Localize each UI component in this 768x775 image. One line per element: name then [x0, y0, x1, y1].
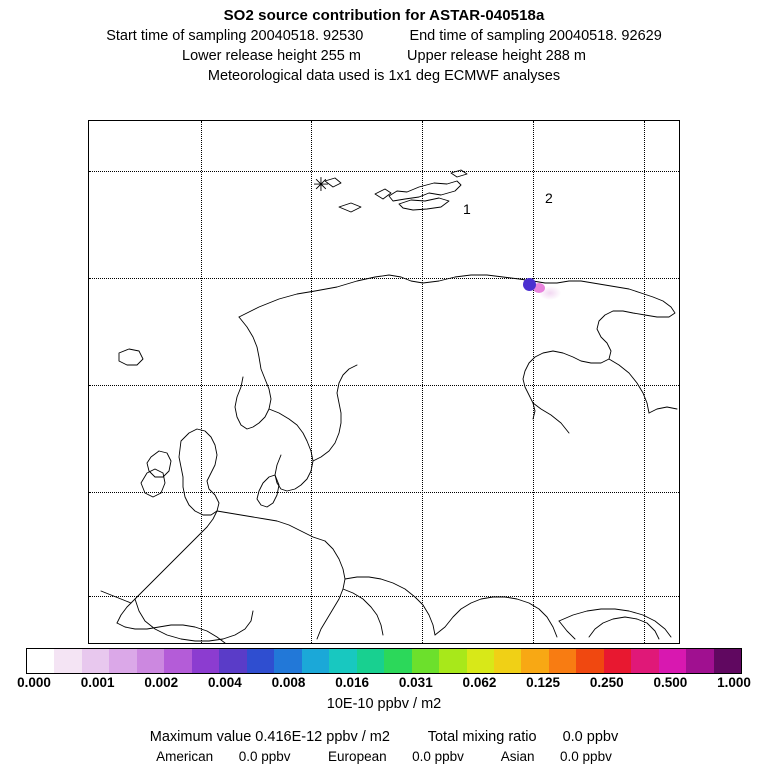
colorbar-segment-16	[467, 649, 494, 673]
colorbar-segment-21	[604, 649, 631, 673]
colorbar-segment-10	[302, 649, 329, 673]
colorbar	[17, 648, 751, 690]
release-heights-line	[0, 48, 768, 64]
colorbar-segment-8	[247, 649, 274, 673]
colorbar-segment-22	[631, 649, 658, 673]
colorbar-segment-0	[27, 649, 54, 673]
upper-release-height-label: Upper release height 288 m	[407, 48, 586, 64]
colorbar-segment-12	[357, 649, 384, 673]
asian-value: 0.0 ppbv	[560, 749, 612, 764]
colorbar-segment-4	[137, 649, 164, 673]
footer-summary-row	[0, 729, 768, 745]
map-label-2: 2	[545, 190, 553, 206]
map-plot-area[interactable]	[88, 120, 680, 644]
colorbar-segment-20	[576, 649, 603, 673]
lower-release-height-label: Lower release height 255 m	[182, 48, 361, 64]
colorbar-tick-4: 0.008	[271, 675, 306, 690]
footer-contributions-row	[0, 749, 768, 764]
start-time-label: Start time of sampling 20040518. 92530	[106, 28, 364, 44]
colorbar-segment-23	[659, 649, 686, 673]
map-label-1: 1	[463, 201, 471, 217]
colorbar-segment-13	[384, 649, 411, 673]
american-label: American	[156, 749, 214, 764]
colorbar-segment-5	[164, 649, 191, 673]
colorbar-segment-1	[54, 649, 81, 673]
release-site-star-marker: ✳	[313, 175, 329, 196]
colorbar-segment-14	[412, 649, 439, 673]
colorbar-segment-25	[714, 649, 741, 673]
colorbar-tick-6: 0.031	[398, 675, 433, 690]
page-title: SO2 source contribution for ASTAR-040518a	[223, 7, 545, 24]
colorbar-tick-9: 0.250	[589, 675, 624, 690]
footer	[0, 729, 768, 764]
american-value: 0.0 ppbv	[238, 749, 291, 764]
colorbar-segment-19	[549, 649, 576, 673]
colorbar-segment-3	[109, 649, 136, 673]
colorbar-gradient	[26, 648, 742, 674]
colorbar-segment-17	[494, 649, 521, 673]
colorbar-tick-5: 0.016	[335, 675, 370, 690]
colorbar-tick-labels	[17, 675, 751, 693]
colorbar-tick-3: 0.004	[208, 675, 242, 690]
colorbar-tick-1: 0.001	[80, 675, 115, 690]
colorbar-segment-7	[219, 649, 246, 673]
colorbar-tick-11: 1.000	[717, 675, 751, 690]
end-time-label: End time of sampling 20040518. 92629	[409, 28, 662, 44]
colorbar-segment-11	[329, 649, 356, 673]
colorbar-segment-6	[192, 649, 219, 673]
met-data-label: Meteorological data used is 1x1 deg ECMWF analyses	[207, 68, 561, 84]
colorbar-tick-7: 0.062	[462, 675, 497, 690]
total-mixing-ratio-label: Total mixing ratio	[427, 729, 537, 745]
plume-cell-max	[523, 278, 536, 291]
colorbar-segment-15	[439, 649, 466, 673]
sampling-times-line	[0, 28, 768, 44]
colorbar-segment-2	[82, 649, 109, 673]
max-value-label: Maximum value 0.416E-12 ppbv / m2	[149, 729, 390, 745]
asian-label: Asian	[500, 749, 535, 764]
colorbar-tick-8: 0.125	[526, 675, 560, 690]
european-value: 0.0 ppbv	[412, 749, 464, 764]
colorbar-tick-10: 0.500	[653, 675, 688, 690]
total-mixing-ratio-value: 0.0 ppbv	[562, 729, 619, 745]
coastline-map	[89, 121, 680, 644]
colorbar-tick-0: 0.000	[17, 675, 51, 690]
european-label: European	[328, 749, 387, 764]
colorbar-segment-18	[521, 649, 548, 673]
colorbar-segment-9	[274, 649, 301, 673]
colorbar-unit-label: 10E-10 ppbv / m2	[326, 696, 442, 712]
colorbar-tick-2: 0.002	[144, 675, 179, 690]
colorbar-segment-24	[686, 649, 713, 673]
